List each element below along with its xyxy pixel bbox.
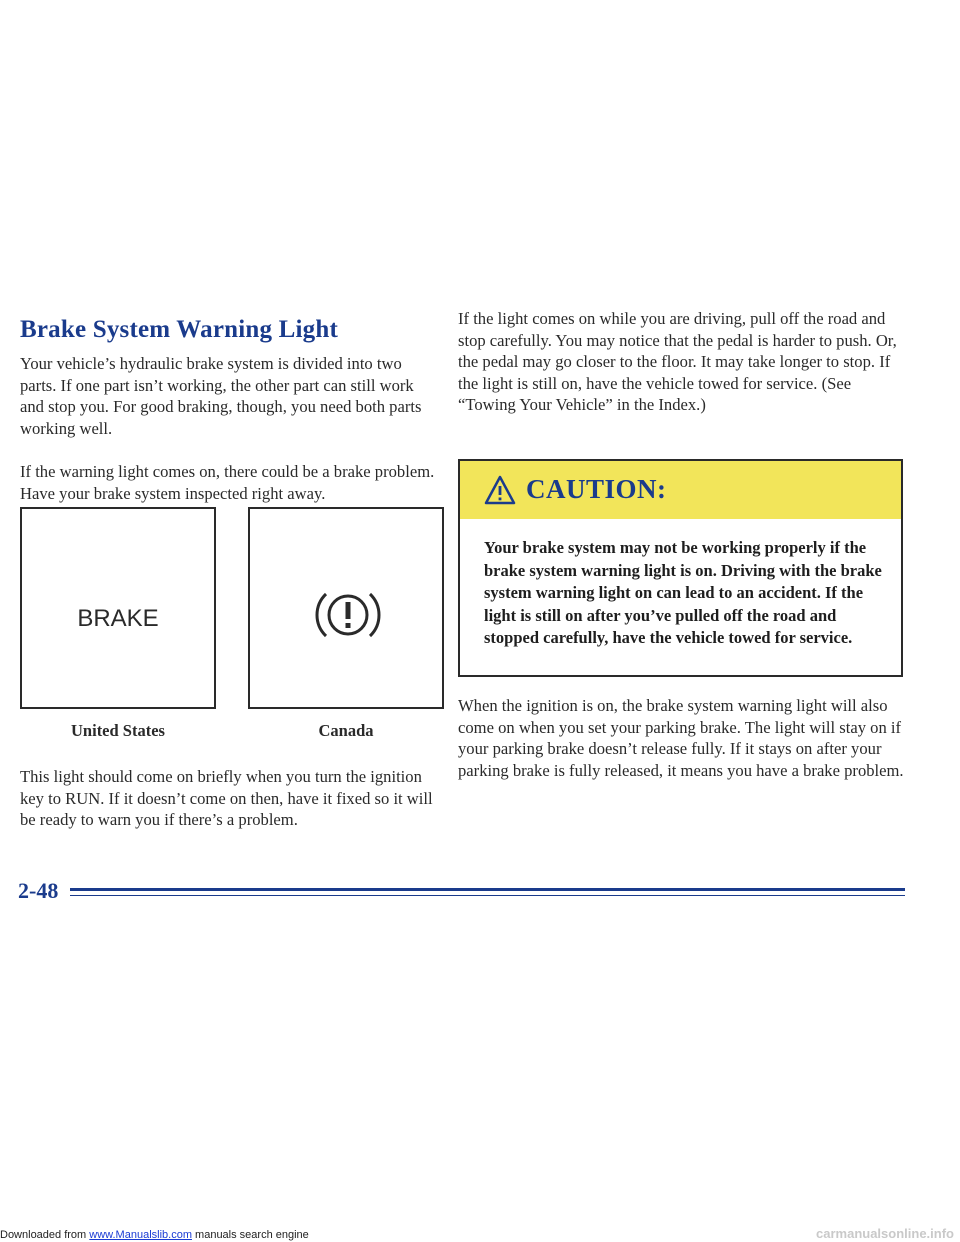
brake-indicator-us xyxy=(20,507,216,709)
caution-title: CAUTION: xyxy=(526,474,667,504)
circle-exclamation-icon xyxy=(308,575,388,655)
footer-prefix: Downloaded from xyxy=(0,1229,90,1241)
ignition-paragraph: This light should come on briefly when you turn the ignition key to RUN. If it doesn’t come on then, have it fixed so it will be ready to warn you if there’s a problem. xyxy=(20,767,433,829)
caption-canada: Canada xyxy=(318,721,374,740)
caution-body: Your brake system may not be working properly if the brake system warning light is on. Driving with the brake system warning light on can lead to an accident. If the light is still on after you’ve pulled off the road and stopped carefully, have the vehicle towed for service. xyxy=(484,538,882,647)
brake-indicator-canada xyxy=(248,507,444,709)
caption-united-states: United States xyxy=(71,721,165,740)
intro-paragraph: Your vehicle’s hydraulic brake system is divided into two parts. If one part isn’t working, the other part can still work and stop you. For good braking, though, you need both parts working well. xyxy=(20,354,422,438)
manualslib-link[interactable]: www.Manualslib.com xyxy=(89,1229,192,1241)
page-footer xyxy=(0,1229,309,1241)
caution-box xyxy=(458,459,903,677)
warning-triangle-icon xyxy=(484,475,516,505)
page-number: 2-48 xyxy=(18,878,59,903)
driving-paragraph: If the light comes on while you are driving, pull off the road and stop carefully. You may notice that the pedal is harder to push. Or, the pedal may go closer to the floor. It may take longer to stop. If the light is still on, have the vehicle towed for service. (See “Towing Your Vehicle” in the Index.) xyxy=(458,309,897,414)
footer-suffix: manuals search engine xyxy=(191,1229,309,1241)
section-heading: Brake System Warning Light xyxy=(20,316,338,343)
warning-paragraph: If the warning light comes on, there could be a brake problem. Have your brake system inspected right away. xyxy=(20,462,435,503)
parking-brake-paragraph: When the ignition is on, the brake system warning light will also come on when you set your parking brake. The light will stay on if your parking brake doesn’t release fully. If it stays on after your parking brake is fully released, it means you have a brake problem. xyxy=(458,696,904,780)
page-rule-thin xyxy=(70,895,905,896)
page-rule xyxy=(70,888,905,891)
caution-header xyxy=(460,461,901,519)
watermark: carmanualsonline.info xyxy=(816,1226,954,1241)
brake-indicator-label: BRAKE xyxy=(77,605,159,632)
